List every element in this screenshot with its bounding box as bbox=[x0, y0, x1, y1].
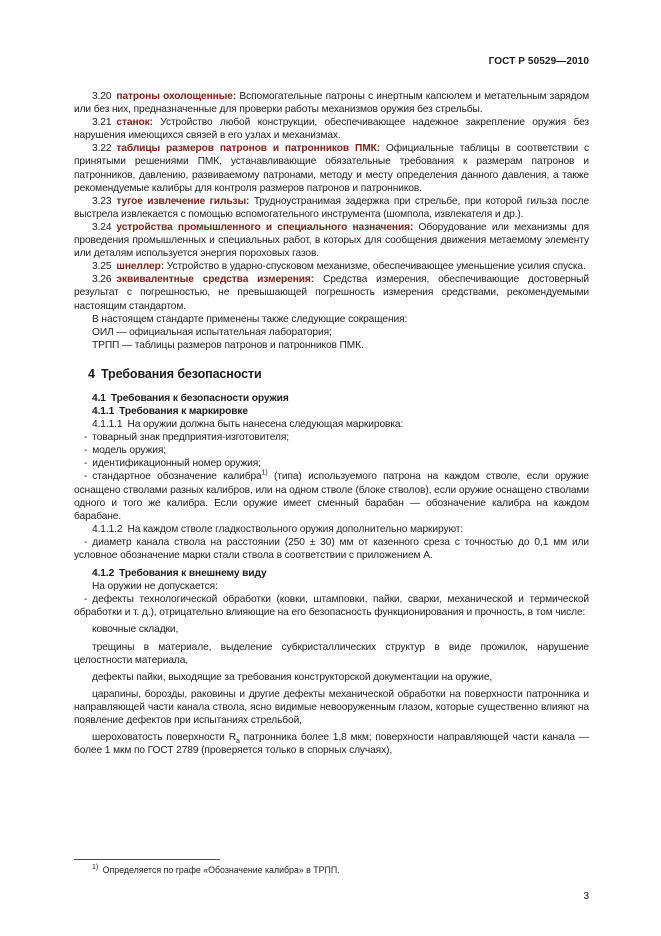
section-4-heading: 4 Требования безопасности bbox=[88, 366, 262, 381]
defect-cracks: трещины в материале, выделение субкристаллических структур в виде прожилок, нарушение целостности материала, bbox=[74, 641, 589, 666]
marking-item-model: - модель оружия; bbox=[84, 445, 166, 457]
clause-3-21: 3.21 станок: Устройство любой конструкции, обеспечивающее надежное закрепление оружия без нарушения имеющихся связей в его узлах и механизмах. bbox=[74, 117, 589, 142]
document-body bbox=[74, 90, 589, 757]
footnote-body: Определяется по графе «Обозначение калибра» в ТРПП. bbox=[98, 865, 340, 875]
abbreviation-oil: ОИЛ — официальная испытательная лаборатория; bbox=[92, 326, 332, 338]
clause-3-23: 3.23 тугое извлечение гильзы: Трудноустранимая задержка при стрельбе, при которой гильза после выстрела извлекается с помощью вспомогательного инструмента (шомпола, извлекателя и др.). bbox=[74, 195, 590, 220]
marking-item-bore-diameter: - диаметр канала ствола на расстоянии (250 ± 30) мм от казенного среза с точностью до 0,1 мм или условное обозначение марки стали ствола в соответствии с приложением А. bbox=[74, 536, 589, 561]
standard-number: ГОСТ Р 50529—2010 bbox=[488, 56, 589, 67]
clause-3-22: 3.22 таблицы размеров патронов и патронников ПМК: Официальные таблицы в соответствии с принятыми решениями ПМК, устанавливающие обязательные требования к размерам патронов и патронников, давлению, развиваемому патронами, методу и месту определения данного давления, а также рекомендуемые калибры для контроля размеров патронов и патронников. bbox=[74, 143, 589, 194]
clause-3-26: 3.26 эквивалентные средства измерения: Средства измерения, обеспечивающие достоверный результат с погрешностью, не превышающей погрешность измерения средствами, рекомендуемыми настоящим стандартом. bbox=[74, 274, 589, 312]
appearance-intro: На оружии не допускается: bbox=[92, 581, 218, 593]
clause-3-20: 3.20 патроны охолощенные: Вспомогательные патроны с инертным капсюлем и метательным зарядом или без них, предназначенные для проверки работы механизмов оружия без стрельбы. bbox=[74, 91, 589, 116]
defect-scratches: царапины, борозды, раковины и другие дефекты механической обработки на поверхности патронника и направляющей части канала ствола, ясно видимые невооруженным глазом, которые существенно влияют на появление дефектов при испытаниях стрельбой, bbox=[74, 688, 589, 727]
clause-4-1-2-heading: 4.1.2 Требования к внешнему виду bbox=[92, 568, 267, 580]
defect-roughness: шероховатость поверхности $R_а$ патронника более 1,8 мкм; поверхности направляющей части канала — более 1 мкм по ГОСТ 2789 (проверяется только в спорных случаях), bbox=[74, 732, 589, 757]
footnote-text bbox=[74, 865, 589, 876]
defect-forging-folds: ковочные складки, bbox=[92, 624, 179, 636]
marking-item-trademark: - товарный знак предприятия-изготовителя; bbox=[84, 432, 289, 444]
clause-3-25: 3.25 шнеллер: Устройство в ударно-спусковом механизме, обеспечивающее уменьшение усилия спуска. bbox=[92, 261, 586, 273]
clause-3-24: 3.24 устройства промышленного и специального назначения: Оборудование или механизмы для проведения промышленных и специальных работ, в которых для сообщения движения метаемому элементу или деталям используется энергия пороховых газов. bbox=[74, 221, 589, 260]
defects-item-processing: - дефекты технологической обработки (ковки, штамповки, пайки, сварки, механической и термической обработки и т. д.), отрицательно влияющие на его безопасность функционирования и прочность, в том числе: bbox=[74, 594, 589, 619]
clause-4-1-1-1: 4.1.1.1 На оружии должна быть нанесена следующая маркировка: bbox=[92, 419, 404, 431]
abbreviations-intro: В настоящем стандарте применены также следующие сокращения: bbox=[92, 313, 408, 325]
clause-4-1-1-heading: 4.1.1 Требования к маркировке bbox=[92, 405, 248, 417]
page-number: 3 bbox=[583, 891, 589, 902]
marking-item-id-number: - идентификационный номер оружия; bbox=[84, 458, 261, 470]
defect-soldering: дефекты пайки, выходящие за требования конструкторской документации на оружие, bbox=[92, 671, 493, 683]
marking-item-caliber: - стандартное обозначение калибра$^{1)}$ (типа) используемого патрона на каждом стволе, если оружие оснащено стволами разных калибров, или на одном стволе (блоке стволов), если оружие оснащено стволами одного и того же калибра. Если оружие имеет сменный барабан — обозначение калибра на каждом барабане. bbox=[74, 470, 589, 522]
clause-4-1-heading: 4.1 Требования к безопасности оружия bbox=[92, 392, 289, 404]
abbreviation-trpp: ТРПП — таблицы размеров патронов и патронников ПМК. bbox=[92, 339, 364, 351]
document-header bbox=[74, 56, 589, 67]
footnote-marker: 1) bbox=[92, 864, 99, 872]
footnote-area bbox=[74, 859, 589, 876]
clause-4-1-1-2: 4.1.1.2 На каждом стволе гладкоствольного оружия дополнительно маркируют: bbox=[92, 523, 464, 535]
footnote-separator bbox=[74, 859, 220, 860]
